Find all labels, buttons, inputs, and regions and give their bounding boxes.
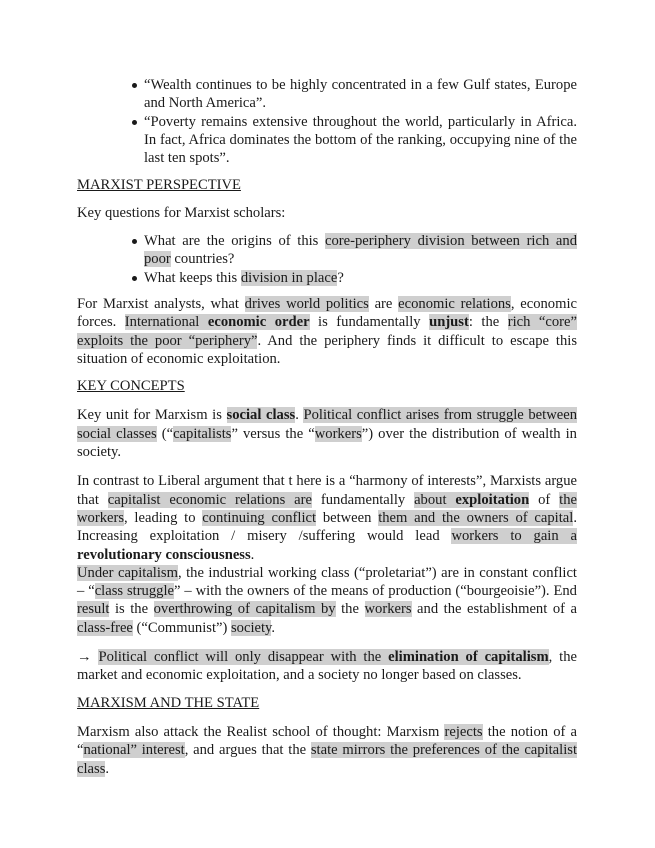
paragraph-conclusion: → Political conflict will only disappear with the elimination of capitalism, the market and economic exploitation, and a society no longer based on classes. <box>77 649 577 684</box>
list-item: What are the origins of this core-periphery division between rich and poor countries? <box>77 232 577 269</box>
list-item: “Poverty remains extensive throughout the world, particularly in Africa. In fact, Africa dominates the bottom of the ranking, occupying nine of the last ten spots”. <box>77 113 577 168</box>
paragraph-social-class: Key unit for Marxism is social class. Political conflict arises from struggle between social classes (“capitalists” versus the “workers”) over the distribution of wealth in society. <box>77 407 578 461</box>
paragraph-marxist-analysts: For Marxist analysts, what drives world politics are economic relations, economic forces. International economic order is fundamentally unjust: the rich “core” exploits the poor “periphery”. And the periphery finds it difficult to escape this situation of economic exploitation. <box>77 295 577 367</box>
section-heading-key-concepts: KEY CONCEPTS <box>77 378 185 395</box>
list-item: What keeps this division in place? <box>77 269 577 287</box>
document-page <box>77 76 577 778</box>
paragraph-under-capitalism: Under capitalism, the industrial working class (“proletariat”) are in constant conflict – “class struggle” – with the owners of the means of production (“bourgeoisie”). End result is the overthrowing of capitalism by the workers and the establishment of a class-free (“Communist”) society. <box>77 564 577 636</box>
questions-list <box>77 232 577 287</box>
bullet-list-top <box>77 76 577 167</box>
paragraph-marxism-state: Marxism also attack the Realist school of thought: Marxism rejects the notion of a “national” interest, and argues that the state mirrors the preferences of the capitalist class. <box>77 723 577 777</box>
section-heading-marxist-perspective: MARXIST PERSPECTIVE <box>77 177 241 194</box>
intro-text: Key questions for Marxist scholars: <box>77 204 286 221</box>
list-item: “Wealth continues to be highly concentrated in a few Gulf states, Europe and North America”. <box>77 76 577 113</box>
paragraph-harmony-of-interests: In contrast to Liberal argument that t here is a “harmony of interests”, Marxists argue that capitalist economic relations are fundamentally about exploitation of the workers, leading to continuing conflict between them and the owners of capital. Increasing exploitation / misery /suffering would lead workers to gain a revolutionary consciousness. <box>77 473 577 563</box>
arrow-icon: → <box>77 649 99 666</box>
section-heading-marxism-and-the-state: MARXISM AND THE STATE <box>77 694 260 711</box>
